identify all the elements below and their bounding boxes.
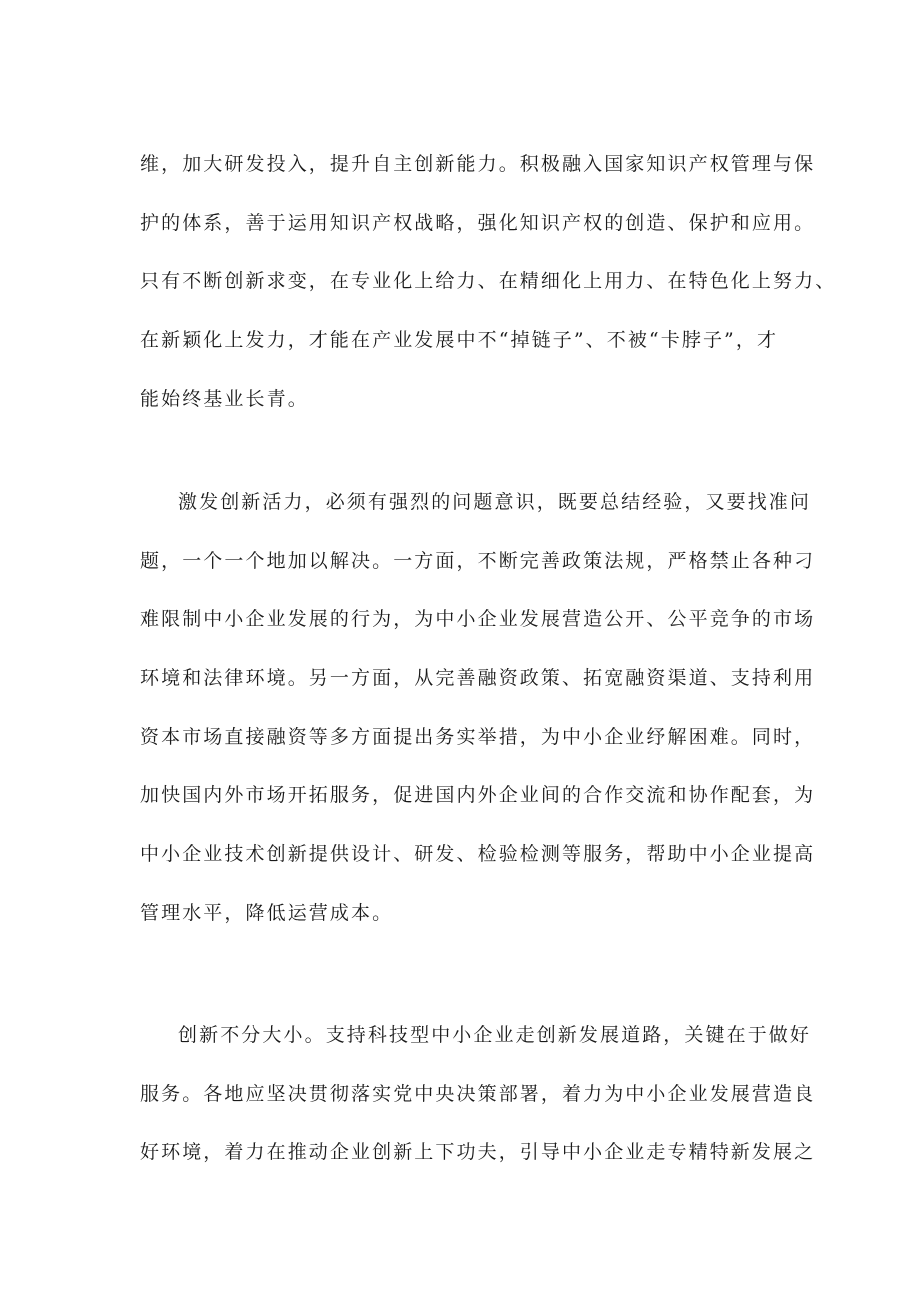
paragraph-3 [140,1024,816,1164]
text-line: 环境和法律环境。另一方面，从完善融资政策、拓宽融资渠道、支持利用 [140,667,816,690]
text-line: 维，加大研发投入，提升自主创新能力。积极融入国家知识产权管理与保 [140,153,816,175]
text-line: 在新颖化上发力，才能在产业发展中不“掉链子”、不被“卡脖子”，才 [140,329,779,352]
text-line: 只有不断创新求变，在专业化上给力、在精细化上用力、在特色化上努力、 [140,270,837,293]
paragraph-2 [140,491,816,924]
text-line: 题，一个一个地加以解决。一方面，不断完善政策法规，严格禁止各种刁 [140,549,816,572]
text-line: 创新不分大小。支持科技型中小企业走创新发展道路，关键在于做好 [178,1024,812,1046]
text-line: 护的体系，善于运用知识产权战略，强化知识产权的创造、保护和应用。 [140,211,816,234]
text-line: 难限制中小企业发展的行为，为中小企业发展营造公开、公平竞争的市场 [140,608,816,631]
text-line: 资本市场直接融资等多方面提出务实举措，为中小企业纾解困难。同时， [140,725,816,748]
text-line: 好环境，着力在推动企业创新上下功夫，引导中小企业走专精特新发展之 [140,1141,816,1164]
paragraph-1 [140,153,837,410]
text-line: 服务。各地应坚决贯彻落实党中央决策部署，着力为中小企业发展营造良 [140,1082,816,1105]
text-line: 管理水平，降低运营成本。 [140,901,394,924]
text-line: 激发创新活力，必须有强烈的问题意识，既要总结经验，又要找准问 [178,491,812,513]
text-line: 加快国内外市场开拓服务，促进国内外企业间的合作交流和协作配套，为 [140,784,816,807]
text-line: 中小企业技术创新提供设计、研发、检验检测等服务，帮助中小企业提高 [140,843,816,866]
text-line: 能始终基业长青。 [140,387,309,410]
